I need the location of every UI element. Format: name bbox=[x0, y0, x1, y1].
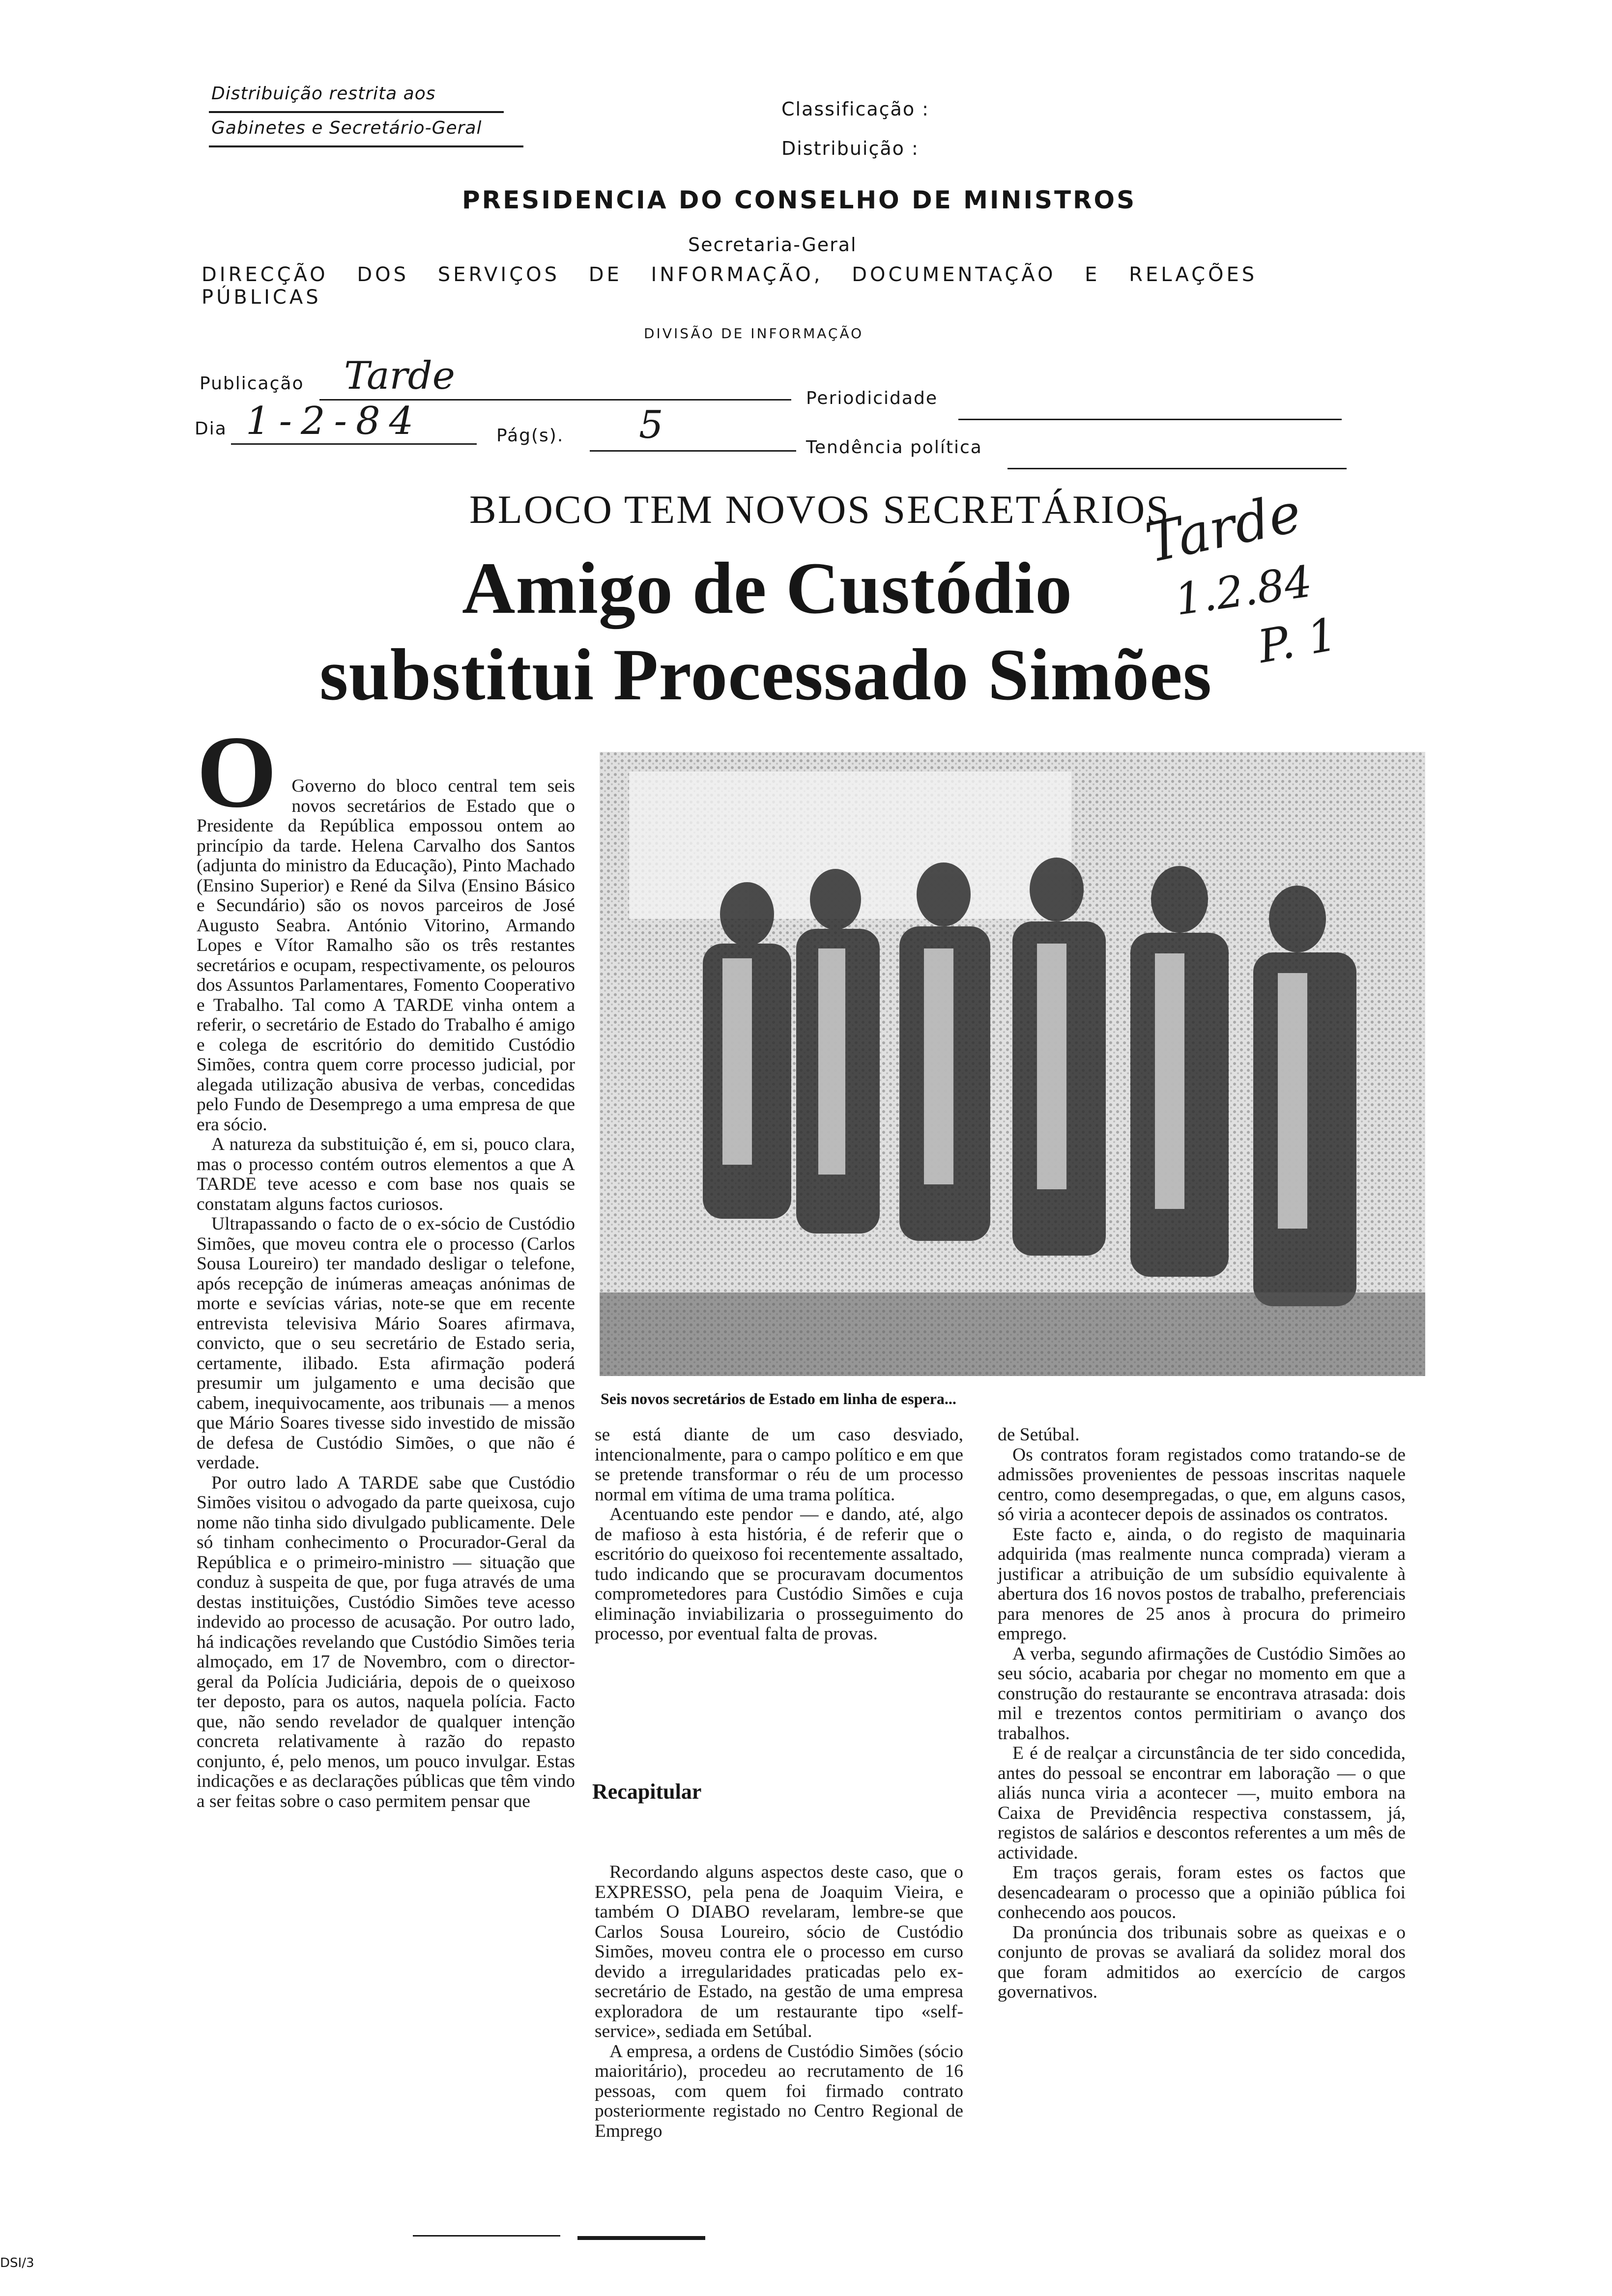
col1-paragraph-4: Por outro lado A TARDE sabe que Custódio Simões visitou o advogado da parte queixosa, cujo nome não tinha sido divulgado publicamente. Dele só tinham conhecimento o Procurador-Geral da República e o primeiro-ministro — situação que conduz à suspeita de que, por fuga através de uma destas instituições, Custódio Simões teve acesso indevido ao processo de acusação. Por outro lado, há indicações revelando que Custódio Simões teria almoçado, em 17 de Novembro, com o director-geral da Polícia Judiciária, depois de o queixoso ter deposto, para os autos, naquela polícia. Facto que, não sendo revelador de qualquer intenção concreta relativamente à razão do repasto conjunto, é, pelo menos, um pouco invulgar. Estas indicações e as declarações públicas que têm vindo a ser feitas sobre o caso permitem pensar que bbox=[197, 1472, 575, 1811]
article-kicker: BLOCO TEM NOVOS SECRETÁRIOS bbox=[469, 487, 1170, 532]
col2-paragraph-1: se está diante de um caso desviado, intencionalmente, para o campo político e em que se pretende transformar o réu de um processo normal em vítima de uma trama política. bbox=[595, 1425, 963, 1505]
col1-paragraph-2: A natureza da substituição é, em si, pouco clara, mas o processo contém outros elementos a que A TARDE teve acesso e com base nos quais se constatam alguns factos curiosos. bbox=[197, 1134, 575, 1214]
photo-caption: Seis novos secretários de Estado em linha de espera... bbox=[601, 1390, 956, 1407]
headline-line2: substitui Processado Simões bbox=[319, 634, 1212, 716]
publicacao-value: Tarde bbox=[344, 354, 455, 398]
article-column-1 bbox=[197, 715, 575, 1811]
tendencia-underline bbox=[1008, 468, 1347, 469]
headline-line1: Amigo de Custódio bbox=[462, 547, 1073, 629]
distribuicao-label: Distribuição : bbox=[781, 138, 919, 159]
margin-note-page: P. 1 bbox=[1254, 607, 1341, 674]
drop-cap: O bbox=[197, 715, 277, 829]
col2-paragraph-4: A empresa, a ordens de Custódio Simões (sócio maioritário), procedeu ao recrutamento de 16 pessoas, com quem foi firmado contrato posteriormente registado no Centro Regional de Emprego bbox=[595, 2041, 963, 2141]
restricted-underline-2 bbox=[209, 145, 523, 147]
footer-code: DSI/3 bbox=[0, 2256, 34, 2270]
pags-value: 5 bbox=[639, 403, 663, 447]
col2-paragraph-2: Acentuando este pendor — e dando, até, algo de mafioso à esta história, é de referir que o escritório do queixoso foi recentemente assaltado, tudo indicando que se procuravam documentos comprometedores para Custódio Simões e cuja eliminação inviabilizaria o prosseguimento do processo, por eventual falta de provas. bbox=[595, 1504, 963, 1644]
bottom-rule-right bbox=[577, 2236, 705, 2240]
col3-paragraph-2: Os contratos foram registados como tratando-se de admissões provenientes de pessoas inscritas naquele centro, como desempregadas, o que, em alguns casos, só viria a acontecer depois de assinados os contratos. bbox=[998, 1444, 1406, 1524]
col3-paragraph-7: Da pronúncia dos tribunais sobre as queixas e o conjunto de provas se avaliará da solidez moral dos que foram admitidos ao exercício de cargos governativos. bbox=[998, 1922, 1406, 2002]
col3-paragraph-5: E é de realçar a circunstância de ter sido concedida, antes do pessoal se encontrar em laboração — o que aliás nunca viria a acontecer —, muito embora na Caixa de Previdência respectiva constassem, já, registos de salários e descontos referentes a um mês de actividade. bbox=[998, 1743, 1406, 1863]
margin-note-date: 1.2.84 bbox=[1172, 556, 1315, 625]
pags-label: Pág(s). bbox=[496, 426, 564, 446]
dia-underline bbox=[231, 443, 477, 445]
periodicidade-underline bbox=[958, 419, 1342, 420]
dia-value: 1-2-84 bbox=[246, 399, 423, 443]
article-photo bbox=[600, 752, 1425, 1376]
classificacao-label: Classificação : bbox=[781, 98, 929, 120]
article-column-2-continued bbox=[595, 1863, 963, 2141]
article-column-2 bbox=[595, 1425, 963, 1644]
col3-paragraph-1: de Setúbal. bbox=[998, 1425, 1080, 1445]
tendencia-label: Tendência política bbox=[806, 437, 982, 458]
restricted-distribution-line1: Distribuição restrita aos bbox=[211, 84, 436, 104]
direccao-servicos: DIRECÇÃO DOS SERVIÇOS DE INFORMAÇÃO, DOCUMENTAÇÃO E RELAÇÕES PÚBLICAS bbox=[202, 263, 1258, 309]
publicacao-label: Publicação bbox=[200, 373, 304, 394]
divisao-informacao: DIVISÃO DE INFORMAÇÃO bbox=[644, 325, 864, 342]
dia-label: Dia bbox=[195, 419, 227, 439]
bottom-rule-left bbox=[413, 2235, 560, 2237]
restricted-underline-1 bbox=[209, 111, 504, 113]
col3-paragraph-6: Em traços gerais, foram estes os factos que desencadearam o processo que a opinião pública foi conhecendo aos poucos. bbox=[998, 1863, 1406, 1923]
restricted-distribution-line2: Gabinetes e Secretário-Geral bbox=[211, 118, 482, 138]
periodicidade-label: Periodicidade bbox=[806, 388, 938, 408]
subheading-recapitular: Recapitular bbox=[592, 1779, 702, 1804]
col3-paragraph-3: Este facto e, ainda, o do registo de maquinaria adquirida (mas realmente nunca comprada) vieram a justificar a atribuição de um subsídio equivalente à abertura dos 16 novos postos de trabalho, preferenciais para menores de 25 anos à procura do primeiro emprego. bbox=[998, 1524, 1406, 1644]
col3-paragraph-4: A verba, segundo afirmações de Custódio Simões ao seu sócio, acabaria por chegar no momento em que a construção do restaurante se encontrava atrasada: dois mil e trezentos contos permitiriam o avanço dos trabalhos. bbox=[998, 1643, 1406, 1744]
organization-title: PRESIDENCIA DO CONSELHO DE MINISTROS bbox=[462, 186, 1137, 214]
margin-note-tarde: Tarde bbox=[1140, 481, 1307, 575]
col1-intro: Governo do bloco central tem seis novos secretários de Estado que o Presidente da República empossou ontem ao princípio da tarde. Helena Carvalho dos Santos (adjunta do ministro da Educação), Pinto Machado (Ensino Superior) e René da Silva (Ensino Básico e Secundário) são os novos parceiros de José Augusto Seabra. António Vitorino, Armando Lopes e Vítor Ramalho são os três restantes secretários e ocupam, respectivamente, os pelouros dos Assuntos Parlamentares, Fomento Cooperativo e Trabalho. Tal como A TARDE vinha ontem a referir, o secretário de Estado do Trabalho é amigo e colega de escritório do demitido Custódio Simões, contra quem corre processo judicial, por alegada utilização abusiva de verbas, concedidas pelo Fundo de Desemprego a uma empresa de que era sócio. bbox=[197, 776, 575, 1135]
secretaria-geral: Secretaria-Geral bbox=[688, 234, 857, 256]
col2-paragraph-3: Recordando alguns aspectos deste caso, que o EXPRESSO, pela pena de Joaquim Vieira, e também O DIABO revelaram, lembre-se que Carlos Sousa Loureiro, sócio de Custódio Simões, moveu contra ele o processo em curso devido a irregularidades praticadas pelo ex-secretário de Estado, na gestão de uma empresa exploradora de um restaurante tipo «self-service», sediada em Setúbal. bbox=[595, 1862, 963, 2041]
col1-paragraph-3: Ultrapassando o facto de o ex-sócio de Custódio Simões, que moveu contra ele o processo (Carlos Sousa Loureiro) ter mandado desligar o telefone, após recepção de inúmeras ameaças anónimas de morte e sevícias várias, note-se que em recente entrevista televisiva Mário Soares afirmava, convicto, que o seu secretário de Estado seria, certamente, ilibado. Esta afirmação poderá presumir um julgamento e uma decisão que cabem, inequivocamente, aos tribunais — a menos que Mário Soares tivesse sido investido de missão de defesa de Custódio Simões, o que não é verdade. bbox=[197, 1214, 575, 1473]
pags-underline bbox=[590, 450, 796, 452]
article-column-3 bbox=[998, 1425, 1406, 2003]
